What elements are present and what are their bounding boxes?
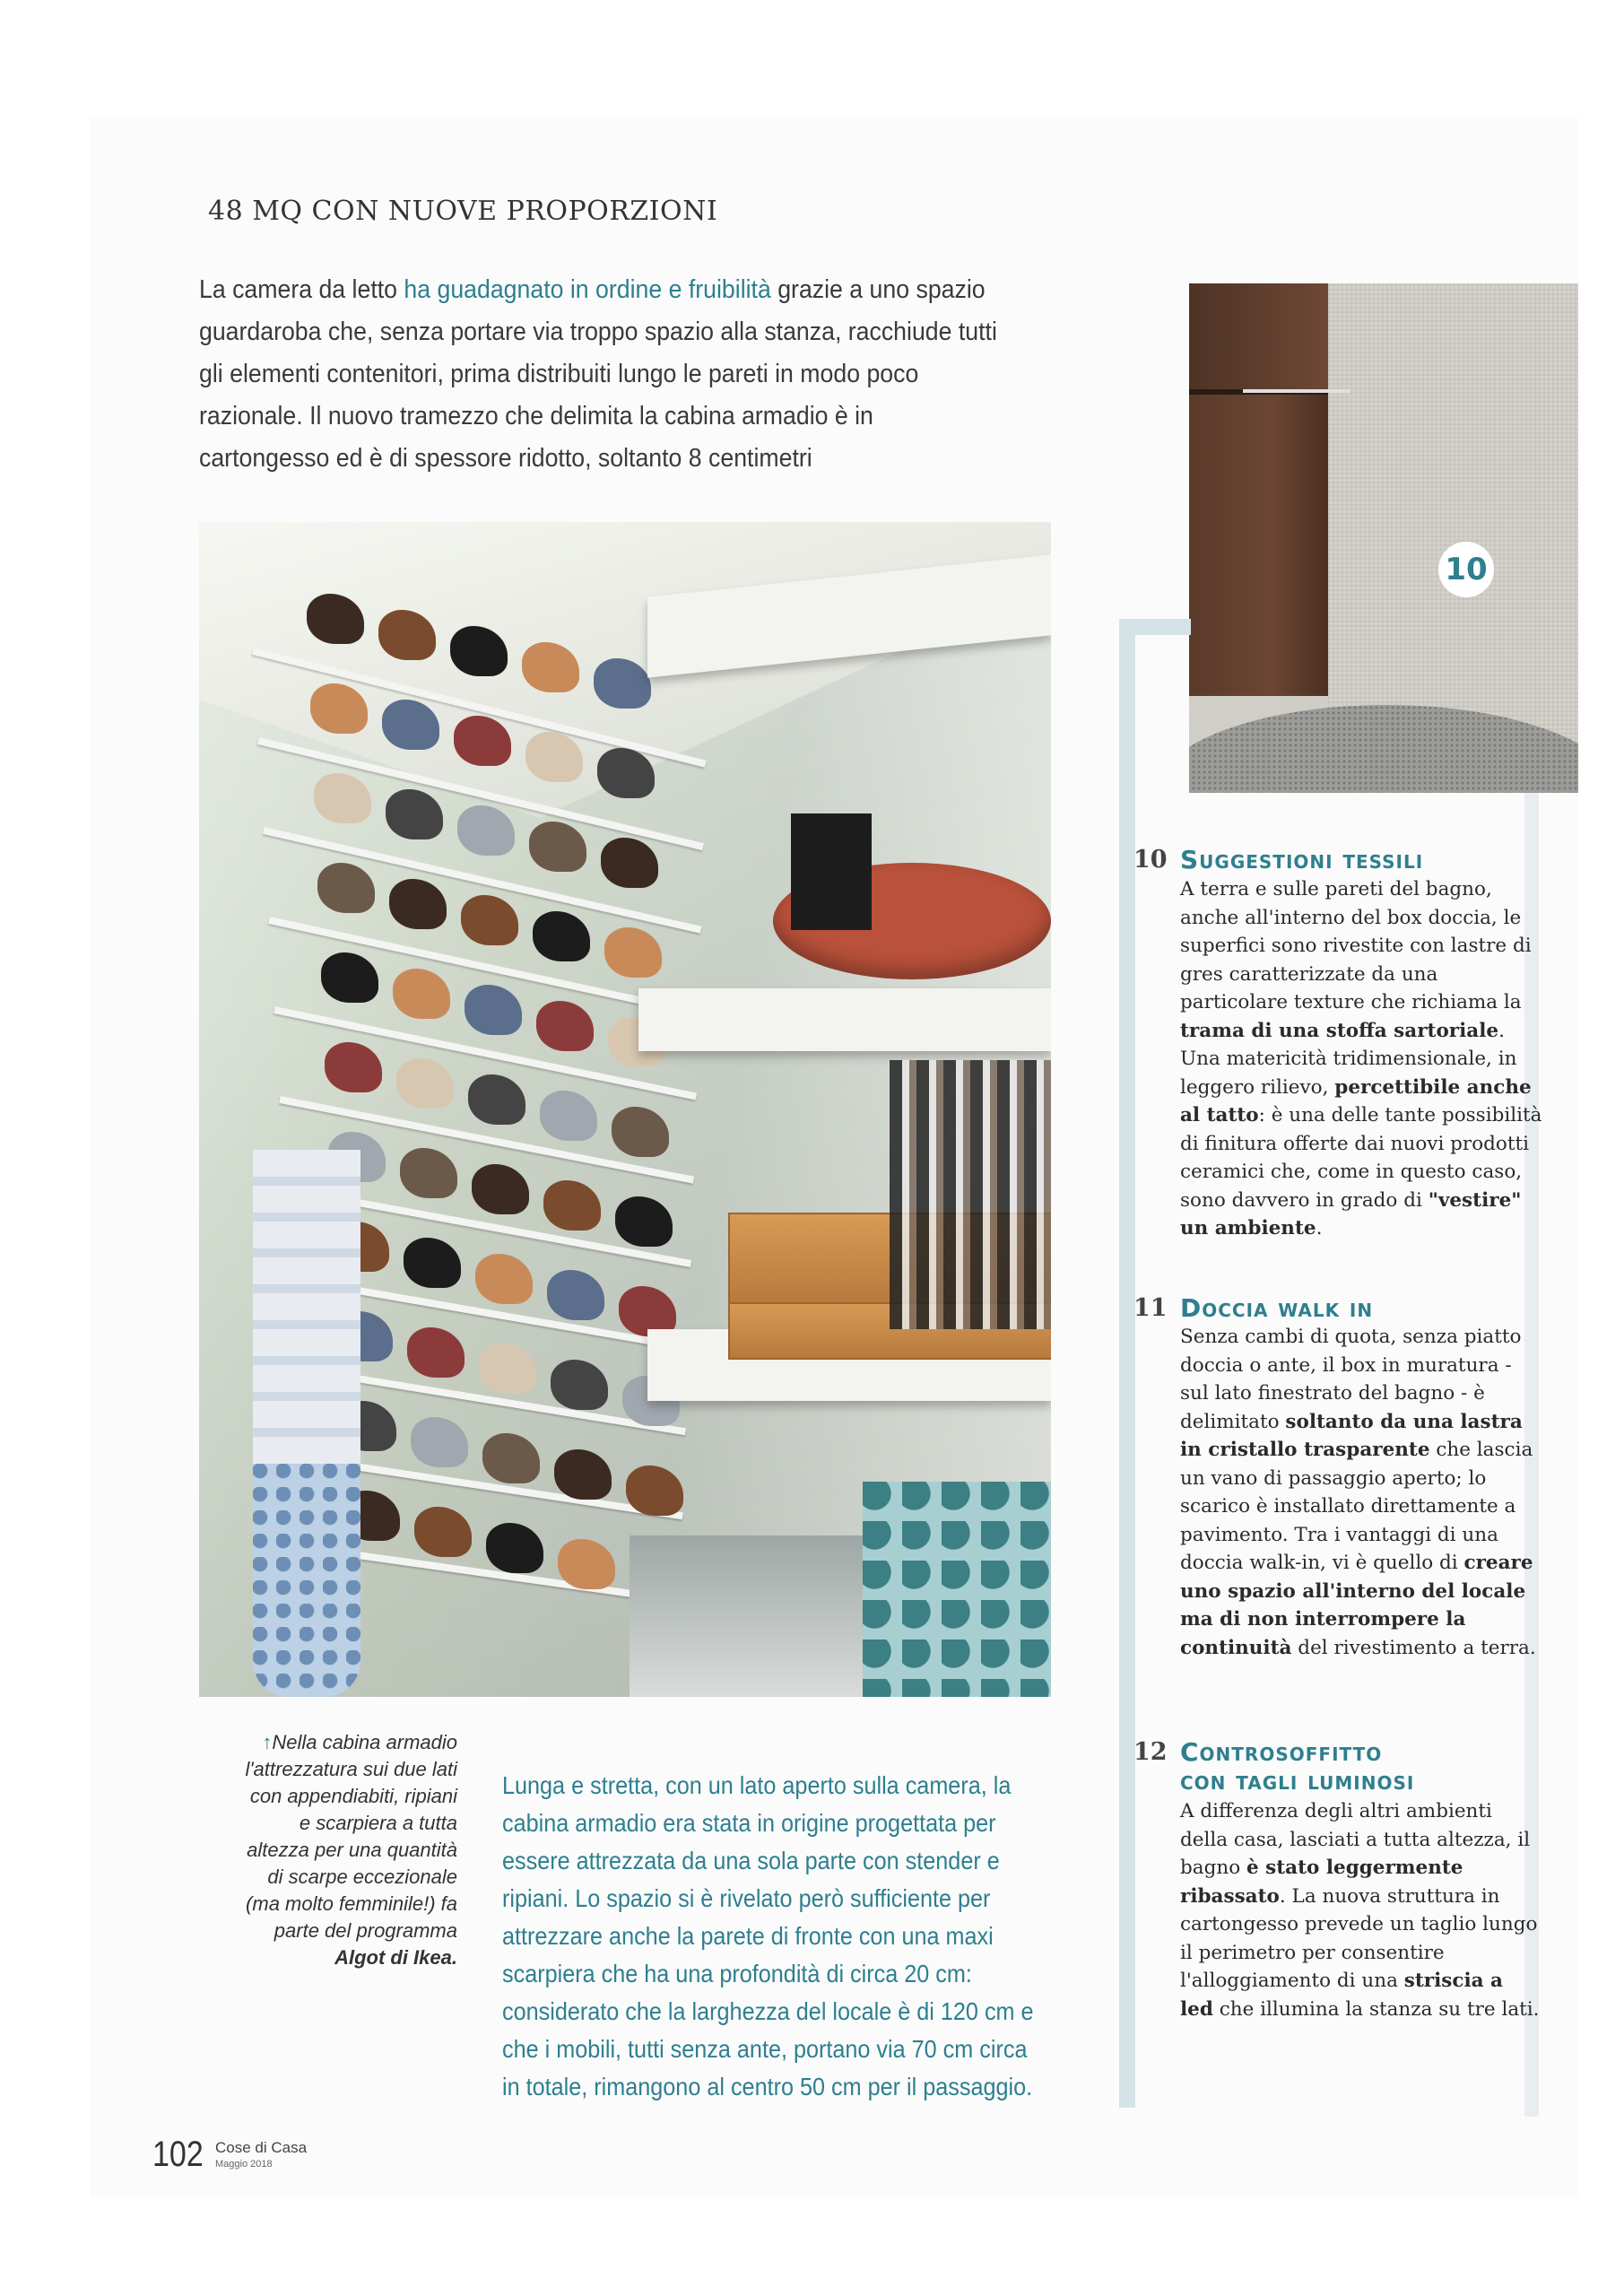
text: . La nuova struttura in cartongesso prevede un taglio lungo il perimetro per consentire l'alloggiamento di una bbox=[1180, 1884, 1538, 1992]
intro-highlight: ha guadagnato in ordine e fruibilità bbox=[404, 275, 771, 304]
text: . bbox=[1316, 1217, 1323, 1239]
bold-text: "vestire" un ambiente bbox=[1180, 1188, 1522, 1239]
section-kicker: 48 MQ CON NUOVE PROPORZIONI bbox=[208, 196, 718, 227]
text: del rivestimento a terra. bbox=[1291, 1636, 1536, 1659]
section-10-body bbox=[1180, 875, 1542, 1243]
bold-text: trama di una stoffa sartoriale bbox=[1180, 1019, 1499, 1042]
photo-caption bbox=[235, 1729, 457, 1971]
section-12-body bbox=[1180, 1797, 1542, 2023]
bold-text: striscia a led bbox=[1180, 1970, 1503, 2021]
hanging-clothes bbox=[890, 1060, 1051, 1329]
middle-shelf bbox=[638, 988, 1051, 1051]
publication-title: Cose di Casa bbox=[215, 2139, 308, 2156]
drawer-handle bbox=[1243, 389, 1350, 393]
text: Senza cambi di quota, senza piatto doccia o ante, il box in muratura - sul lato finestrato del bagno - è delimitato bbox=[1180, 1326, 1522, 1433]
hanging-scarf bbox=[253, 1150, 360, 1697]
section-11-title: Doccia walk in bbox=[1180, 1293, 1374, 1323]
section-12-title-line2: con tagli luminosi bbox=[1180, 1766, 1415, 1796]
photo-number-badge: 10 bbox=[1438, 542, 1494, 597]
cabinet-drawer bbox=[1189, 283, 1328, 395]
page-number: 102 bbox=[152, 2135, 204, 2174]
text: A differenza degli altri ambienti della casa, lasciati a tutta altezza, il bagno bbox=[1180, 1800, 1531, 1879]
teal-rail-horizontal bbox=[1119, 619, 1191, 635]
intro-text-2: grazie a uno spazio guardaroba che, senza portare via troppo spazio alla stanza, racchiude tutti gli elementi contenitori, prima distribuiti lungo le pareti in modo poco razionale. Il nuovo tramezzo che delimita la cabina armadio è in cartongesso ed è di spessore ridotto, soltanto 8 centimetri bbox=[199, 275, 997, 473]
caption-text: Nella cabina armadio l'attrezzatura sui due lati con appendiabiti, ripiani e scarpiera a tutta altezza per una quantità di scarpe eccezionale (ma molto femminile!) fa parte del programma bbox=[245, 1731, 457, 1942]
bold-text: soltanto da una lastra in cristallo trasparente bbox=[1180, 1410, 1523, 1461]
text: . Una matericità tridimensionale, in leggero rilievo, bbox=[1180, 1019, 1517, 1099]
section-12-number: 12 bbox=[1133, 1738, 1168, 1766]
bold-text: percettibile anche al tatto bbox=[1180, 1075, 1532, 1126]
bold-text: creare uno spazio all'interno del locale ma di non interrompere la continuità bbox=[1180, 1552, 1533, 1659]
tropical-print-bag bbox=[863, 1482, 1051, 1697]
text: che illumina la stanza su tre lati. bbox=[1212, 1997, 1540, 2021]
intro-text-1: La camera da letto bbox=[199, 275, 404, 304]
intro-paragraph bbox=[199, 269, 1008, 480]
bold-text: è stato leggermente ribassato bbox=[1180, 1857, 1463, 1908]
section-12-title-line1: Controsoffitto bbox=[1180, 1737, 1383, 1767]
bathroom-texture-photo bbox=[1189, 283, 1578, 793]
publication-date: Maggio 2018 bbox=[215, 2159, 273, 2170]
body-teal-paragraph: Lunga e stretta, con un lato aperto sulla camera, la cabina armadio era stata in origine progettata per essere attrezzata da una sola parte con stender e ripiani. Lo spazio si è rivelato però sufficiente per attrezzare anche la parete di fronte con una maxi scarpiera che ha una profondità di circa 20 cm: considerato che la larghezza del locale è di 120 cm e che i mobili, tutti senza ante, portano via 70 cm circa in totale, rimangono al centro 50 cm per il passaggio. bbox=[502, 1771, 1034, 2100]
text: : è una delle tante possibilità di finitura offerte dai nuovi prodotti ceramici che, come in questo caso, sono davvero in grado di bbox=[1180, 1104, 1542, 1212]
black-bag bbox=[791, 813, 872, 930]
arrow-up-icon: ↑ bbox=[262, 1731, 273, 1753]
section-10-title: Suggestioni tessili bbox=[1180, 845, 1424, 874]
text: A terra e sulle pareti del bagno, anche all'interno del box doccia, le superfici sono rivestite con lastre di gres caratterizzate da una particolare texture che richiama la bbox=[1180, 878, 1532, 1013]
section-11-number: 11 bbox=[1133, 1294, 1168, 1322]
teal-rail-vertical bbox=[1119, 619, 1135, 2108]
text: che lascia un vano di passaggio aperto; lo scarico è installato direttamente a pavimento. Tra i vantaggi di una doccia walk-in, vi è quello di bbox=[1180, 1439, 1533, 1574]
section-11-body bbox=[1180, 1323, 1542, 1662]
section-10-number: 10 bbox=[1133, 846, 1168, 874]
caption-bold: Algot di Ikea. bbox=[334, 1946, 457, 1969]
closet-photo bbox=[199, 522, 1051, 1697]
publication-name bbox=[215, 2140, 307, 2172]
